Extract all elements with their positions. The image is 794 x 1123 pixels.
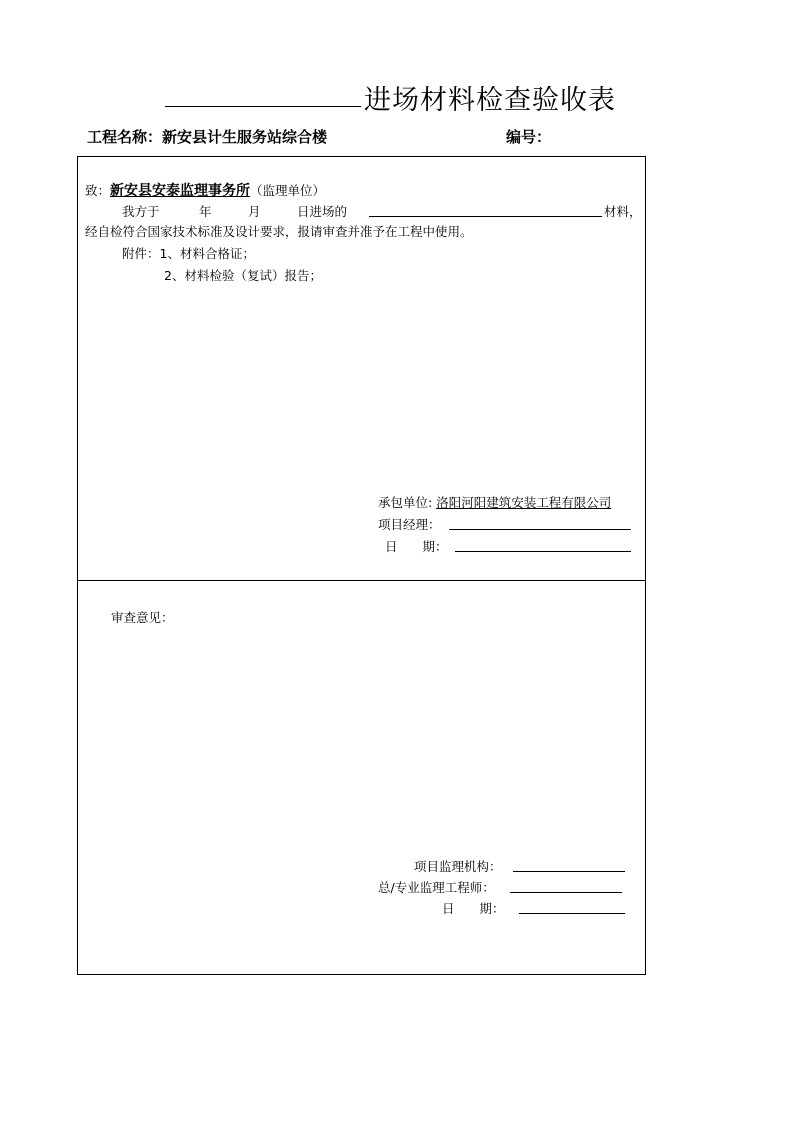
self-check-statement: 经自检符合国家技术标准及设计要求，报请审查并准予在工程中使用。 bbox=[85, 224, 473, 239]
to-suffix: （监理单位） bbox=[250, 183, 326, 198]
document-number-label: 编号： bbox=[506, 128, 552, 146]
addressee-line bbox=[85, 180, 325, 200]
chief-engineer-blank-line[interactable] bbox=[510, 892, 622, 893]
title-blank-line bbox=[165, 106, 361, 107]
supervision-org-label: 项目监理机构： bbox=[414, 859, 502, 874]
attachment-2: 2、材料检验（复试）报告； bbox=[164, 268, 322, 283]
to-prefix: 致： bbox=[85, 183, 111, 198]
day-enter-label: 日进场的 bbox=[297, 204, 348, 219]
page-title: 进场材料检查验收表 bbox=[364, 85, 616, 116]
review-opinion-label: 审查意见： bbox=[111, 610, 174, 625]
material-blank-line[interactable] bbox=[369, 216, 602, 217]
application-date-label: 日 期： bbox=[385, 539, 448, 554]
material-suffix: 材料， bbox=[604, 204, 642, 219]
project-name: 工程名称：新安县计生服务站综合楼 bbox=[87, 128, 328, 146]
application-date-blank-line[interactable] bbox=[455, 551, 631, 552]
contractor-name: 洛阳河阳建筑安装工程有限公司 bbox=[436, 495, 612, 510]
section-divider bbox=[77, 580, 646, 581]
chief-engineer-label: 总/专业监理工程师： bbox=[378, 880, 495, 895]
manager-label: 项目经理： bbox=[378, 517, 441, 532]
form-frame bbox=[77, 156, 646, 975]
manager-blank-line[interactable] bbox=[449, 529, 631, 530]
year-label: 年 bbox=[199, 204, 212, 219]
review-date-blank-line[interactable] bbox=[519, 913, 625, 914]
supervision-unit: 新安县安泰监理事务所 bbox=[110, 183, 251, 199]
review-date-label: 日 期： bbox=[442, 901, 505, 916]
contractor-line bbox=[378, 493, 611, 511]
contractor-label: 承包单位: bbox=[378, 495, 433, 510]
month-label: 月 bbox=[248, 204, 261, 219]
attachment-1: 附件：1、材料合格证； bbox=[122, 246, 255, 261]
supervision-org-blank-line[interactable] bbox=[513, 871, 625, 872]
we-label: 我方于 bbox=[122, 204, 160, 219]
